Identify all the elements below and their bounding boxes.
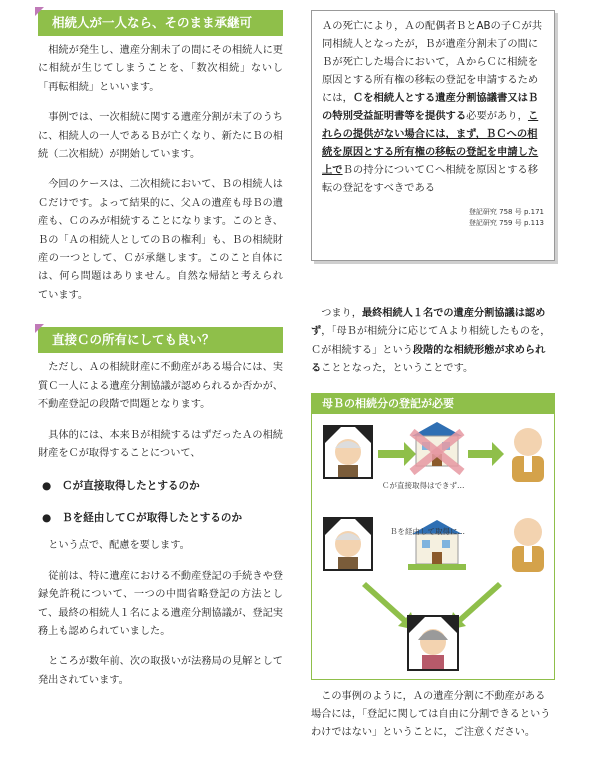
- source-citation: 登記研究 758 号 p.171 登記研究 759 号 p.113: [468, 208, 544, 227]
- paragraph: ところが数年前、次の取扱いが法務局の見解として発出されています。: [38, 656, 283, 686]
- quote-text: Ｂの持分についてＣへ相続を原因とする移転の登記をすべきである: [322, 164, 539, 194]
- paragraph: 従前は、特に遺産における不動産登記の手続きや登録免許税について、一つの中間省略登記の方法として、最終の相続人１名による遺産分割協議が、登記実務上も認められていました。: [38, 570, 283, 637]
- house-icon: [412, 422, 462, 472]
- person-c-icon: [512, 518, 544, 572]
- person-c-icon: [512, 428, 544, 482]
- paragraph: ただし、Ａの相続財産に不動産がある場合には、実質Ｃ一人による遺産分割協議が認められるか否かが、不動産登記の段階で問題となります。: [38, 362, 283, 411]
- bullet-text: Ｃが直接取得したとするのか: [62, 480, 200, 493]
- arrow-right-icon: [468, 442, 504, 466]
- figure-note-1: Ｃが直接取得はできず…: [382, 480, 465, 490]
- figure-title: 母Ｂの相続分の登記が必要: [312, 394, 554, 414]
- bullet-item: ● Ｂを経由してＣが取得したとするのか: [42, 512, 243, 525]
- paragraph: という点で、配慮を要します。: [48, 540, 190, 552]
- quote-text: 必要があり，: [466, 110, 528, 122]
- quote-text: Ａの死亡により，Ａの配偶者ＢとABの子Ｃが共同相続人となったが，Ｂが遺産分割未了の間にＢが死亡した場合において，ＡからＣに相続を原因とする所有権の移転の登記を申請するためには，: [322, 20, 543, 104]
- portrait-b-icon: [408, 616, 458, 670]
- closing-paragraph: この事例のように，Ａの遺産分割に不動産がある場合には，「登記に関しては自由に分割できるというわけではない」ということに，ご注意ください。: [311, 690, 551, 739]
- section-heading-2: 直接Ｃの所有にしても良い？: [38, 327, 283, 353]
- quote-bold: Ｃを相続人とする遺産分割協議書又はＢの特別受益証明書等を提供する: [322, 92, 539, 122]
- paragraph: 事例では、一次相続に関する遺産分割が未了のうちに、相続人の一人であるＢが亡くなり、新たにＢの相続（二次相続）が開始しています。: [38, 112, 283, 161]
- paragraph: 相続が発生し、遺産分割未了の間にその相続人に更に相続が生じてしまうことを、「数次相続」ないし「再転相続」といいます。: [38, 45, 283, 93]
- left-column: [38, 10, 283, 690]
- portrait-a-icon: [324, 426, 372, 478]
- figure-note-2: Ｂを経由して取得に…: [390, 526, 465, 536]
- quote-bold-underline: これらの提供がない場合には，まず，ＢＣへの相続を原因とする所有権の移転の登記を申請した上で: [322, 110, 539, 176]
- bullet-item: ● Ｃが直接取得したとするのか: [42, 480, 200, 493]
- paragraph: 今回のケースは、二次相続において、Ｂの相続人はＣだけです。よって結果的に、父Ａの遺産も母Ｂの遺産も、Ｃのみが相続することになります。このとき、Ｂの「Ａの相続人としてのＢの権利」も、Ｂの相続財産の一つとして、Ｃが承継します。このこと自体には、何ら問題はありません。自然な帰結と考えられています。: [38, 179, 283, 301]
- paragraph: 具体的には、本来Ｂが相続するはずだったＡの相続財産をＣが取得することについて、: [38, 429, 283, 459]
- quote-box: [311, 10, 555, 261]
- figure-illustration: [312, 414, 554, 679]
- portrait-a-icon: [324, 518, 372, 570]
- bullet-text: Ｂを経由してＣが取得したとするのか: [62, 512, 243, 525]
- summary-paragraph: つまり，最終相続人１名での遺産分割協議は認めず，「母Ｂが相続分に応じてＡより相続したものを，Ｃが相続する」という段階的な相続形態が求められることとなった，ということです。: [311, 308, 551, 375]
- section-heading-1: 相続人が一人なら、そのまま承継可: [38, 10, 283, 36]
- inheritance-figure: [311, 393, 555, 680]
- arrow-right-icon: [378, 442, 416, 466]
- right-column: [311, 10, 555, 743]
